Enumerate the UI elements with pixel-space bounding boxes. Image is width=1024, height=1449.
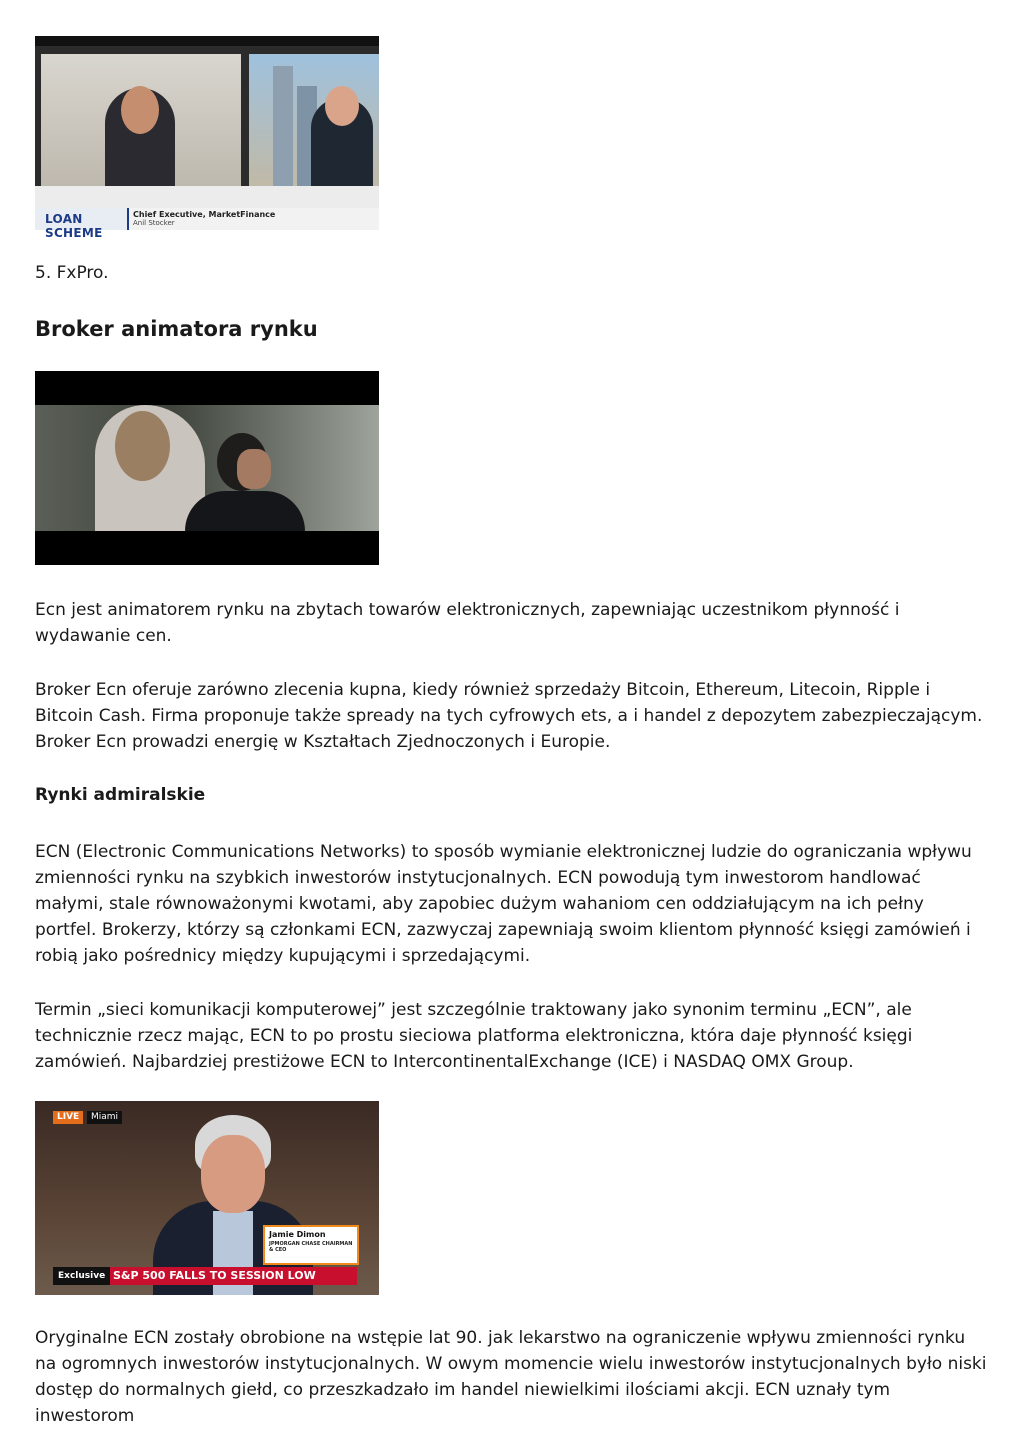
skyline-tower <box>273 66 293 186</box>
paragraph-2: Broker Ecn oferuje zarówno zlecenia kupna, kiedy również sprzedaży Bitcoin, Ethereum, Litecoin, Ripple i Bitcoin Cash. Firma proponuje także spready na tych cyfrowych ets, a i handel z depozytem zabezpieczającym. Broker Ecn prowadzi energię w Kształtach Zjednoczonych i Europie. <box>35 680 983 752</box>
cinematic-video-thumbnail <box>35 371 379 565</box>
paragraph-3: ECN (Electronic Communications Networks) to sposób wymianie elektronicznej ludzie do ograniczania wpływu zmienności rynku na szybkich inwestorów instytucjonalnych. ECN powodują tym inwestorom handlować małymi, stale równoważonymi kwotami, aby zapobiec dużym wahaniom cen oddziałującym na ich pełny portfel. Brokerzy, którzy są członkami ECN, zazwyczaj zapewniają swoim klientom płynność księgi zamówień i robią jako pośrednicy między kupującymi i sprzedającymi. <box>35 842 972 966</box>
guest-face <box>121 86 159 134</box>
interviewee-face <box>201 1135 265 1213</box>
paragraph-1: Ecn jest animatorem rynku na zbytach towarów elektronicznych, zapewniając uczestnikom płynność i wydawanie cen. <box>35 600 900 646</box>
client-shoulders <box>185 491 305 531</box>
studio-top-bar <box>35 36 379 46</box>
studio-desk <box>35 186 379 210</box>
nameplate-name: Jamie Dimon <box>269 1230 326 1239</box>
ticker-tag: Exclusive <box>53 1267 110 1285</box>
lower-third-tag <box>35 208 129 240</box>
stylist-hair <box>115 411 170 481</box>
nameplate <box>263 1225 359 1265</box>
studio-video-thumbnail <box>35 36 379 240</box>
paragraph-4: Termin „sieci komunikacji komputerowej” jest szczególnie traktowany jako synonim terminu „ECN”, ale technicznie rzecz mając, ECN to po prostu sieciowa platforma elektroniczna, która daje płynność księgi zamówień. Najbardziej prestiżowe ECN to IntercontinentalExchange (ICE) i NASDAQ OMX Group. <box>35 1000 913 1072</box>
client-face <box>237 449 271 489</box>
ticker-text: S&P 500 FALLS TO SESSION LOW <box>113 1269 316 1282</box>
lower-third-title: Chief Executive, MarketFinance <box>133 210 276 219</box>
anchor-face <box>325 86 359 126</box>
list-item: 5. FxPro. <box>35 263 109 283</box>
lower-third-tag-text: LOAN SCHEME <box>45 212 103 240</box>
live-badge: LIVE <box>53 1111 83 1124</box>
nameplate-subtitle: JPMORGAN CHASE CHAIRMAN & CEO <box>269 1241 353 1253</box>
location-badge: Miami <box>87 1111 122 1124</box>
paragraph-5: Oryginalne ECN zostały obrobione na wstępie lat 90. jak lekarstwo na ograniczenie wpływu zmienności rynku na ogromnych inwestorów instytucjonalnych. W owym momencie wielu inwestorów instytucjonalnych było niski dostęp do normalnych giełd, co przeszkadzało im handel niewielkimi ilościami akcji. ECN uznały tym inwestorom <box>35 1328 987 1426</box>
lower-third-name: Anil Stocker <box>133 219 175 227</box>
section-heading-admiral: Rynki admiralskie <box>35 785 206 805</box>
news-interview-thumbnail <box>35 1101 379 1295</box>
section-heading-broker: Broker animatora rynku <box>35 317 318 341</box>
